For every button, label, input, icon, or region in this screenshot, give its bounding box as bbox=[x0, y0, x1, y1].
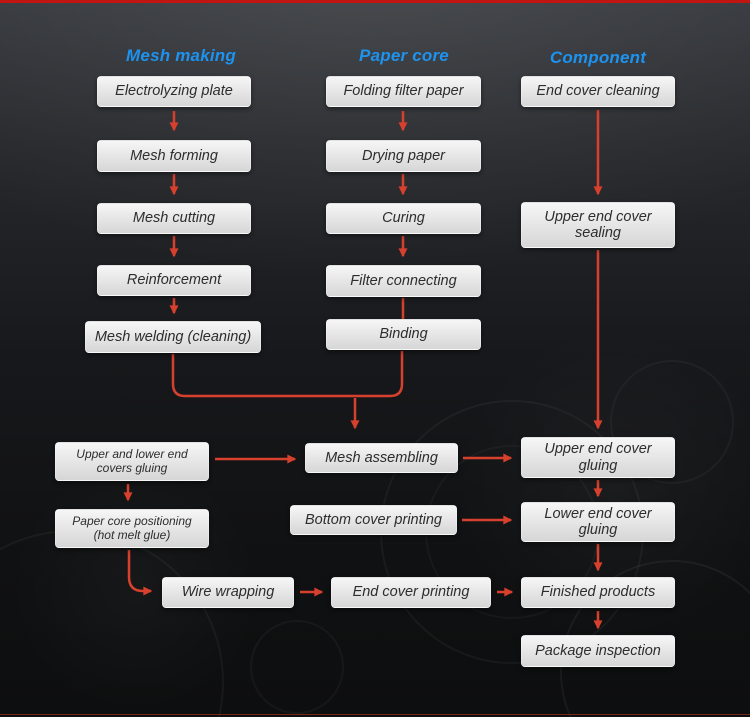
node-upper-end-cover-sealing bbox=[521, 202, 675, 248]
node-label: Bottom cover printing bbox=[304, 511, 442, 528]
column-header-mesh-making: Mesh making bbox=[126, 46, 236, 65]
node-end-cover-cleaning bbox=[521, 76, 675, 107]
node-label: Reinforcement bbox=[126, 272, 222, 289]
node-label: Paper core positioning (hot melt glue) bbox=[72, 514, 192, 542]
node-filter-connecting bbox=[326, 265, 481, 297]
node-label: Mesh welding (cleaning) bbox=[94, 328, 252, 345]
node-reinforcement bbox=[97, 265, 251, 296]
node-lower-end-cover-gluing bbox=[521, 502, 675, 542]
column-header-component: Component bbox=[549, 48, 647, 67]
node-bottom-cover-printing bbox=[290, 505, 457, 535]
node-label: Mesh forming bbox=[130, 147, 218, 164]
node-label: Electrolyzing plate bbox=[115, 83, 233, 100]
background-ring bbox=[0, 530, 224, 717]
node-label: Mesh cutting bbox=[132, 210, 216, 227]
node-mesh-welding-cleaning bbox=[85, 321, 261, 353]
node-upper-lower-covers-gluing bbox=[55, 442, 209, 481]
edge-merge-welding-binding bbox=[173, 351, 402, 396]
background-ring bbox=[250, 620, 344, 714]
node-folding-filter-paper bbox=[326, 76, 481, 107]
node-label: Package inspection bbox=[535, 642, 661, 659]
node-label: Lower end cover gluing bbox=[544, 505, 652, 538]
node-binding bbox=[326, 319, 481, 350]
node-mesh-cutting bbox=[97, 203, 251, 234]
node-label: Curing bbox=[382, 210, 425, 227]
node-mesh-assembling bbox=[305, 443, 458, 473]
node-label: Finished products bbox=[540, 584, 656, 601]
node-curing bbox=[326, 203, 481, 234]
bottom-red-border bbox=[0, 714, 750, 715]
node-electrolyzing-plate bbox=[97, 76, 251, 107]
node-finished-products bbox=[521, 577, 675, 608]
node-upper-end-cover-gluing bbox=[521, 437, 675, 478]
node-end-cover-printing bbox=[331, 577, 491, 608]
node-label: Filter connecting bbox=[350, 272, 457, 289]
node-drying-paper bbox=[326, 140, 481, 172]
node-wire-wrapping bbox=[162, 577, 294, 608]
node-package-inspection bbox=[521, 635, 675, 667]
node-mesh-forming bbox=[97, 140, 251, 172]
top-red-border bbox=[0, 0, 750, 3]
node-paper-core-positioning bbox=[55, 509, 209, 548]
node-label: Upper end cover gluing bbox=[544, 441, 652, 474]
node-label: End cover cleaning bbox=[536, 83, 660, 100]
node-label: Drying paper bbox=[361, 147, 445, 164]
node-label: Mesh assembling bbox=[325, 449, 438, 466]
node-label: Upper end cover sealing bbox=[544, 208, 652, 241]
node-label: Folding filter paper bbox=[343, 83, 464, 100]
node-label: Upper and lower end covers gluing bbox=[76, 447, 188, 475]
node-label: End cover printing bbox=[352, 584, 470, 601]
column-header-paper-core: Paper core bbox=[359, 46, 449, 65]
node-label: Wire wrapping bbox=[181, 584, 275, 601]
node-label: Binding bbox=[379, 326, 428, 343]
